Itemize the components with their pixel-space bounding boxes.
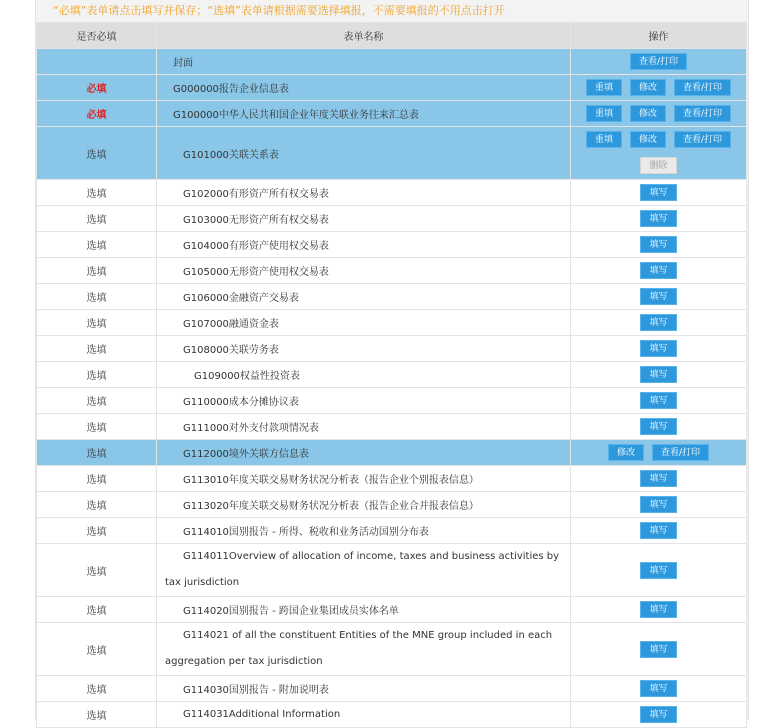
column-header-actions: 操作 xyxy=(571,23,747,49)
edit-button[interactable]: 修改 xyxy=(608,444,644,461)
fill-button[interactable]: 填写 xyxy=(640,641,676,658)
table-row xyxy=(37,127,747,180)
table-row xyxy=(37,284,747,310)
required-cell: 选填 xyxy=(37,362,157,388)
refill-button[interactable]: 重填 xyxy=(586,79,622,96)
form-name-cell: G103000无形资产所有权交易表 xyxy=(157,206,571,232)
required-cell: 选填 xyxy=(37,206,157,232)
actions-cell xyxy=(571,232,747,258)
actions-cell xyxy=(571,127,747,180)
fill-button[interactable]: 填写 xyxy=(640,392,676,409)
form-name-cell: G108000关联劳务表 xyxy=(157,336,571,362)
fill-button[interactable]: 填写 xyxy=(640,496,676,513)
form-name-cell: G114011Overview of allocation of income, taxes and business activities by tax jurisdiction xyxy=(157,544,571,597)
required-cell: 选填 xyxy=(37,180,157,206)
fill-button[interactable]: 填写 xyxy=(640,522,676,539)
form-name-cell: G105000无形资产使用权交易表 xyxy=(157,258,571,284)
column-header-form-name: 表单名称 xyxy=(157,23,571,49)
form-name-cell: G101000关联关系表 xyxy=(157,127,571,180)
required-cell: 选填 xyxy=(37,388,157,414)
form-name-cell: G104000有形资产使用权交易表 xyxy=(157,232,571,258)
required-cell: 选填 xyxy=(37,232,157,258)
table-row xyxy=(37,388,747,414)
actions-cell xyxy=(571,466,747,492)
actions-cell xyxy=(571,101,747,127)
required-cell: 选填 xyxy=(37,623,157,676)
actions-cell xyxy=(571,310,747,336)
form-name-cell: G113020年度关联交易财务状况分析表（报告企业合并报表信息） xyxy=(157,492,571,518)
view-print-button[interactable]: 查看/打印 xyxy=(652,444,709,461)
form-name-cell: 封面 xyxy=(157,49,571,75)
required-cell: 选填 xyxy=(37,127,157,180)
form-name-cell: G109000权益性投资表 xyxy=(157,362,571,388)
form-name-cell: G106000金融资产交易表 xyxy=(157,284,571,310)
required-cell: 选填 xyxy=(37,336,157,362)
actions-cell xyxy=(571,180,747,206)
form-name-cell: G114020国别报告 - 跨国企业集团成员实体名单 xyxy=(157,597,571,623)
required-cell: 必填 xyxy=(37,101,157,127)
fill-button[interactable]: 填写 xyxy=(640,601,676,618)
fill-button[interactable]: 填写 xyxy=(640,210,676,227)
actions-cell xyxy=(571,414,747,440)
actions-cell xyxy=(571,623,747,676)
refill-button[interactable]: 重填 xyxy=(586,105,622,122)
required-cell: 选填 xyxy=(37,544,157,597)
fill-button[interactable]: 填写 xyxy=(640,236,676,253)
table-row xyxy=(37,362,747,388)
column-header-required: 是否必填 xyxy=(37,23,157,49)
required-cell: 选填 xyxy=(37,676,157,702)
table-row xyxy=(37,676,747,702)
fill-button[interactable]: 填写 xyxy=(640,418,676,435)
required-cell: 选填 xyxy=(37,492,157,518)
table-row xyxy=(37,180,747,206)
table-row xyxy=(37,492,747,518)
actions-cell xyxy=(571,492,747,518)
required-cell: 选填 xyxy=(37,258,157,284)
required-cell: 必填 xyxy=(37,75,157,101)
required-cell xyxy=(37,49,157,75)
required-cell: 选填 xyxy=(37,702,157,728)
required-cell: 选填 xyxy=(37,466,157,492)
form-name-cell: G111000对外支付款项情况表 xyxy=(157,414,571,440)
actions-cell xyxy=(571,284,747,310)
actions-cell xyxy=(571,676,747,702)
table-row xyxy=(37,310,747,336)
fill-button[interactable]: 填写 xyxy=(640,706,676,723)
form-name-cell: G114031Additional Information xyxy=(157,702,571,728)
form-name-cell: G114021 of all the constituent Entities of the MNE group included in each aggregation per tax jurisdiction xyxy=(157,623,571,676)
actions-cell xyxy=(571,440,747,466)
fill-button[interactable]: 填写 xyxy=(640,366,676,383)
fill-button[interactable]: 填写 xyxy=(640,314,676,331)
table-row xyxy=(37,101,747,127)
edit-button[interactable]: 修改 xyxy=(630,105,666,122)
form-name-cell: G102000有形资产所有权交易表 xyxy=(157,180,571,206)
required-cell: 选填 xyxy=(37,310,157,336)
refill-button[interactable]: 重填 xyxy=(586,131,622,148)
fill-button[interactable]: 填写 xyxy=(640,562,676,579)
form-name-cell: G110000成本分摊协议表 xyxy=(157,388,571,414)
actions-cell xyxy=(571,362,747,388)
table-row xyxy=(37,206,747,232)
actions-cell xyxy=(571,258,747,284)
table-row xyxy=(37,258,747,284)
actions-cell xyxy=(571,518,747,544)
form-name-cell: G107000融通资金表 xyxy=(157,310,571,336)
fill-button[interactable]: 填写 xyxy=(640,288,676,305)
delete-button[interactable]: 删除 xyxy=(640,157,676,174)
form-name-cell: G100000中华人民共和国企业年度关联业务往来汇总表 xyxy=(157,101,571,127)
actions-cell xyxy=(571,206,747,232)
fill-button[interactable]: 填写 xyxy=(640,184,676,201)
view-print-button[interactable]: 查看/打印 xyxy=(674,105,731,122)
fill-button[interactable]: 填写 xyxy=(640,470,676,487)
actions-cell xyxy=(571,388,747,414)
required-cell: 选填 xyxy=(37,284,157,310)
form-list-table xyxy=(36,22,747,728)
table-row xyxy=(37,49,747,75)
table-row xyxy=(37,336,747,362)
fill-button[interactable]: 填写 xyxy=(640,680,676,697)
form-name-cell: G113010年度关联交易财务状况分析表（报告企业个别报表信息） xyxy=(157,466,571,492)
fill-button[interactable]: 填写 xyxy=(640,262,676,279)
actions-cell xyxy=(571,597,747,623)
actions-cell xyxy=(571,49,747,75)
required-cell: 选填 xyxy=(37,518,157,544)
table-row xyxy=(37,466,747,492)
view-print-button[interactable]: 查看/打印 xyxy=(630,53,687,70)
form-name-cell: G114010国别报告 - 所得、税收和业务活动国别分布表 xyxy=(157,518,571,544)
table-row xyxy=(37,544,747,597)
actions-cell xyxy=(571,702,747,728)
required-cell: 选填 xyxy=(37,414,157,440)
required-cell: 选填 xyxy=(37,597,157,623)
notice-text: “必填”表单请点击填写并保存；“选填”表单请根据需要选择填报，不需要填报的不用点击打开 xyxy=(53,4,505,17)
table-row xyxy=(37,597,747,623)
form-name-cell: G114030国别报告 - 附加说明表 xyxy=(157,676,571,702)
actions-cell xyxy=(571,544,747,597)
table-row xyxy=(37,75,747,101)
form-name-cell: G000000报告企业信息表 xyxy=(157,75,571,101)
table-header-row xyxy=(37,23,747,49)
actions-cell xyxy=(571,75,747,101)
table-row xyxy=(37,702,747,728)
edit-button[interactable]: 修改 xyxy=(630,131,666,148)
table-row xyxy=(37,440,747,466)
table-row xyxy=(37,518,747,544)
table-row xyxy=(37,623,747,676)
form-name-cell: G112000境外关联方信息表 xyxy=(157,440,571,466)
table-row xyxy=(37,232,747,258)
table-row xyxy=(37,414,747,440)
view-print-button[interactable]: 查看/打印 xyxy=(674,79,731,96)
view-print-button[interactable]: 查看/打印 xyxy=(674,131,731,148)
required-cell: 选填 xyxy=(37,440,157,466)
edit-button[interactable]: 修改 xyxy=(630,79,666,96)
actions-cell xyxy=(571,336,747,362)
fill-button[interactable]: 填写 xyxy=(640,340,676,357)
